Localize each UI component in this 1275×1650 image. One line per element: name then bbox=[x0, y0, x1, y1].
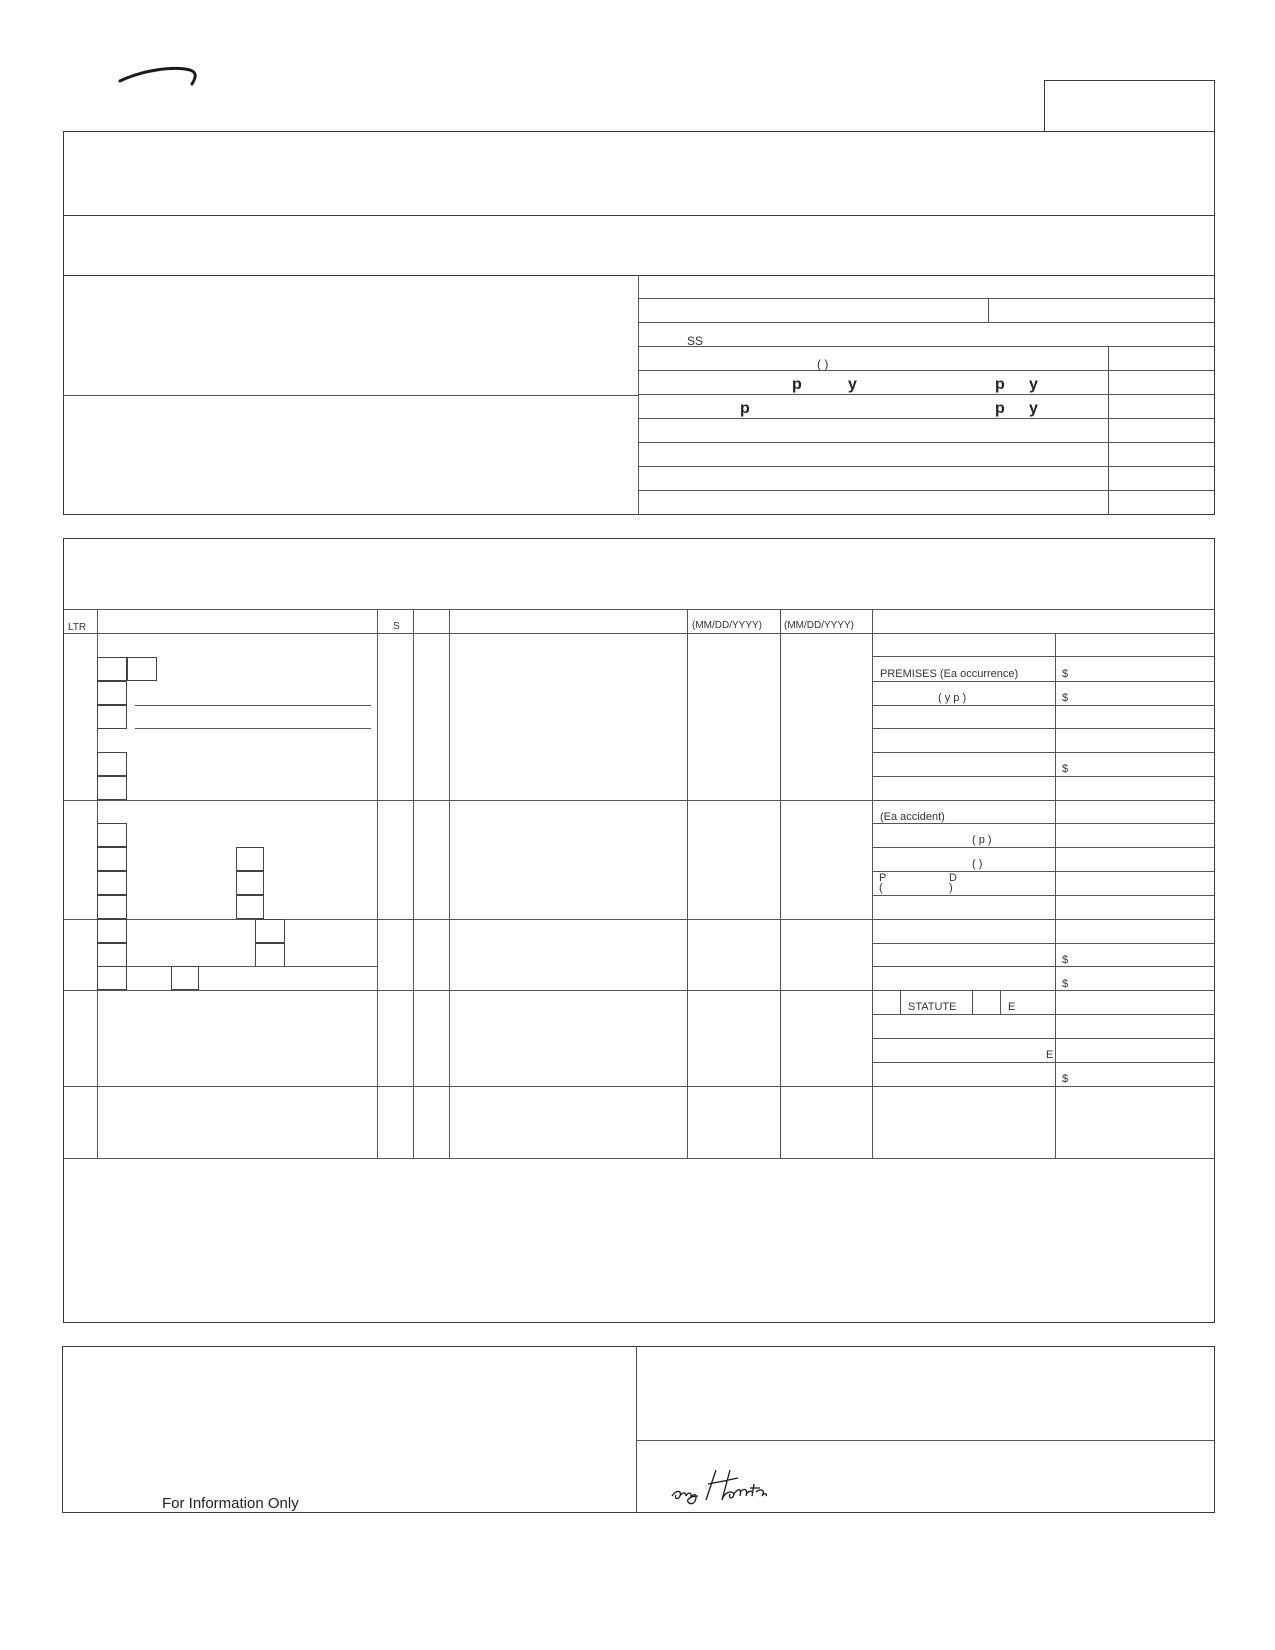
checkbox[interactable] bbox=[255, 943, 285, 967]
property-damage-p: P bbox=[879, 872, 887, 884]
effective-date-header: (MM/DD/YYYY) bbox=[692, 620, 762, 631]
logo-swoosh bbox=[118, 64, 200, 86]
fragment-y-1: y bbox=[848, 376, 857, 393]
certificate-holder-block bbox=[62, 1346, 1215, 1513]
dollar-sign: $ bbox=[1062, 692, 1069, 704]
dollar-sign: $ bbox=[1062, 668, 1069, 680]
ltr-header: LTR bbox=[68, 622, 87, 633]
checkbox[interactable] bbox=[97, 681, 127, 705]
checkbox[interactable] bbox=[236, 847, 264, 871]
paren-open: ( bbox=[879, 882, 883, 894]
subr-header: S bbox=[393, 621, 400, 632]
fragment-p-2: p bbox=[995, 376, 1005, 393]
checkbox[interactable] bbox=[97, 752, 127, 776]
checkbox[interactable] bbox=[255, 919, 285, 943]
checkbox[interactable] bbox=[236, 871, 264, 895]
paren-close: ) bbox=[949, 882, 953, 894]
phone-paren-label: ( ) bbox=[817, 357, 829, 371]
checkbox[interactable] bbox=[97, 919, 127, 943]
statute-label: STATUTE bbox=[908, 1001, 957, 1013]
date-box bbox=[1044, 80, 1215, 132]
checkbox[interactable] bbox=[97, 705, 127, 729]
med-exp-label: ( y p ) bbox=[938, 692, 967, 704]
checkbox[interactable] bbox=[127, 657, 157, 681]
checkbox[interactable] bbox=[97, 871, 127, 895]
dollar-sign: $ bbox=[1062, 1073, 1069, 1085]
subrogation-notice-box bbox=[63, 215, 1215, 276]
fragment-y-2: y bbox=[1029, 376, 1038, 393]
premises-limit-label: PREMISES (Ea occurrence) bbox=[880, 668, 1019, 680]
fragment-p-3: p bbox=[740, 400, 750, 417]
fragment-p-1: p bbox=[792, 376, 802, 393]
ea-accident-label: (Ea accident) bbox=[880, 811, 945, 823]
expiration-date-header: (MM/DD/YYYY) bbox=[784, 620, 854, 631]
ss-label: SS bbox=[687, 334, 704, 348]
checkbox[interactable] bbox=[97, 895, 127, 919]
dollar-sign: $ bbox=[1062, 978, 1069, 990]
checkbox[interactable] bbox=[97, 657, 127, 681]
fragment-p-4: p bbox=[995, 400, 1005, 417]
for-information-only: For Information Only bbox=[162, 1495, 299, 1512]
checkbox[interactable] bbox=[97, 847, 127, 871]
dollar-sign: $ bbox=[1062, 763, 1069, 775]
property-damage-d: D bbox=[949, 872, 957, 884]
dollar-sign: $ bbox=[1062, 954, 1069, 966]
e-label: E bbox=[1008, 1001, 1016, 1013]
e-label: E bbox=[1046, 1049, 1054, 1061]
authorized-signature bbox=[668, 1462, 808, 1512]
checkbox[interactable] bbox=[97, 943, 127, 967]
checkbox[interactable] bbox=[97, 776, 127, 800]
certificate-notice-box bbox=[63, 131, 1215, 216]
checkbox[interactable] bbox=[97, 823, 127, 847]
per-accident-label: ( ) bbox=[972, 858, 983, 870]
per-person-label: ( p ) bbox=[972, 834, 992, 846]
fragment-y-3: y bbox=[1029, 400, 1038, 417]
checkbox[interactable] bbox=[97, 966, 127, 990]
checkbox[interactable] bbox=[171, 966, 199, 990]
checkbox[interactable] bbox=[236, 895, 264, 919]
